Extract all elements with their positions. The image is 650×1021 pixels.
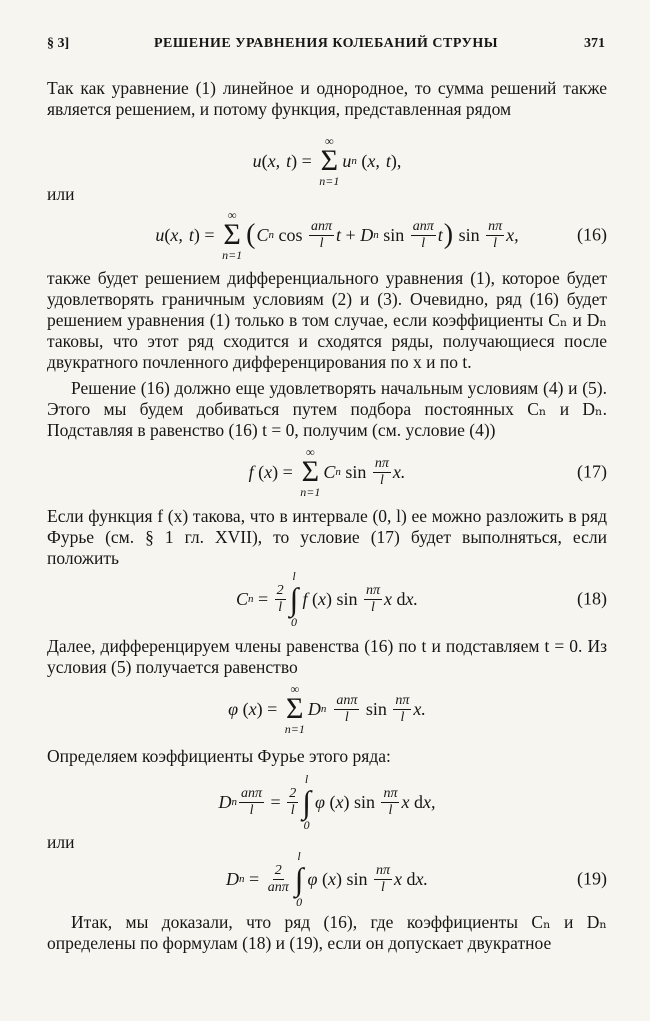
connector-or-2: или xyxy=(47,832,75,852)
running-header xyxy=(47,36,605,58)
paragraph-7: Итак, мы доказали, что ряд (16), где коэффициенты Cₙ и Dₙ определены по формулам (18) и (19), если он допускает двукратное xyxy=(47,912,607,953)
equation-18: C n = $\frac{2}{l}$ l ∫ 0 f ( x ) sin $\frac{n\pi}{l}$ x d x. (18) xyxy=(236,569,607,629)
paragraph-1: Так как уравнение (1) линейное и однородное, то сумма решений также является решением, и потому функция, представленная рядом xyxy=(47,78,607,119)
connector-or-1: или xyxy=(47,184,75,204)
paragraph-2: также будет решением дифференциального уравнения (1), которое будет удовлетворять граничным условиям (2) и (3). Очевидно, ряд (16) будет решением уравнения (1) только в том случае, если коэффициенты Cₙ и Dₙ таковы, что этот ряд сходится и сходятся ряды, получающиеся после двукратного почленного дифференцирования по x и по t. xyxy=(47,268,607,372)
paragraph-5: Далее, дифференцируем члены равенства (16) по t и подставляем t = 0. Из условия (5) получается равенство xyxy=(47,636,607,677)
equation-number-17: (17) xyxy=(577,461,607,482)
equation-phi-series: φ ( x ) = ∞ Σ n=1 D n $\frac{\text{anπ}}{l}$ sin $\frac{n\pi}{l}$ x. xyxy=(228,682,426,736)
paragraph-4: Если функция f (x) такова, что в интервале (0, l) ее можно разложить в ряд Фурье (см. § 1 гл. XVII), то условие (17) будет выполняться, если положить xyxy=(47,506,607,568)
paragraph-6: Определяем коэффициенты Фурье этого ряда: xyxy=(47,746,391,766)
section-label: § 3] xyxy=(47,36,70,51)
equation-16: u ( x, t ) = ∞ Σ n=1 ( C n cos $\frac{\text{anπ}}{l}$ t + D n sin $\frac{\text{anπ}}{l}$ t ) sin $\frac{n\pi}{l}$ x, (16) xyxy=(155,208,607,262)
page-number: 371 xyxy=(584,36,605,51)
equation-number-18: (18) xyxy=(577,588,607,609)
paragraph-3: Решение (16) должно еще удовлетворять начальным условиям (4) и (5). Этого мы будем добиваться путем подбора постоянных Cₙ и Dₙ. Подставляя в равенство (16) t = 0, получим (см. условие (4)) xyxy=(47,378,607,440)
equation-number-16: (16) xyxy=(577,224,607,245)
header-title: РЕШЕНИЕ УРАВНЕНИЯ КОЛЕБАНИЙ СТРУНЫ xyxy=(154,36,498,51)
equation-19: D n = $\frac{2}{\text{anπ}}$ l ∫ 0 φ ( x ) sin $\frac{n\pi}{l}$ x d x. (19) xyxy=(226,849,607,909)
equation-number-19: (19) xyxy=(577,868,607,889)
equation-series-u: u ( x, t ) = ∞ Σ n=1 u n ( x, t ), xyxy=(252,134,402,188)
equation-17: f ( x ) = ∞ Σ n=1 C n sin $\frac{n\pi}{l}$ x. (17) xyxy=(248,445,607,499)
equation-Dn-relation: D n $\frac{\text{anπ}}{l}$ = $\frac{2}{l}$ l ∫ 0 φ ( x ) sin $\frac{n\pi}{l}$ x d x, xyxy=(218,772,436,832)
